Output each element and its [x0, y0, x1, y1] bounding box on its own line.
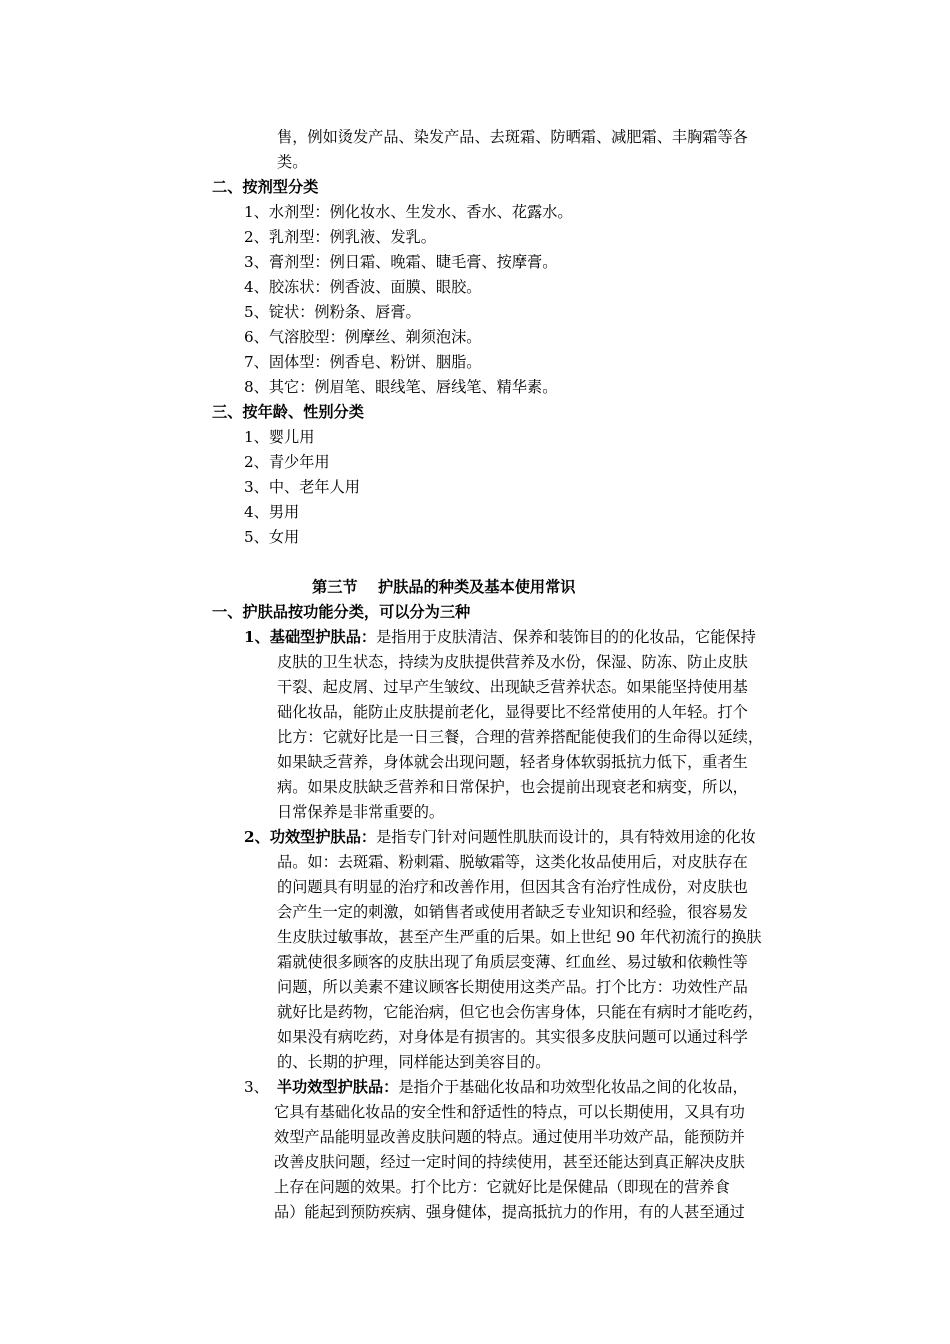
list-item: 5、女用 [244, 528, 300, 546]
paragraph-line: 问题，所以美素不建议顾客长期使用这类产品。打个比方：功效性产品 [277, 978, 748, 996]
paragraph-line: 类。 [277, 153, 308, 171]
list-item: 2、青少年用 [244, 453, 330, 471]
paragraph-line: 的问题具有明显的治疗和改善作用，但因其含有治疗性成份，对皮肤也 [277, 878, 748, 896]
paragraph-line: 础化妆品，能防止皮肤提前老化，显得要比不经常使用的人年轻。打个 [277, 703, 748, 721]
list-item: 8、其它：例眉笔、眼线笔、唇线笔、精华素。 [244, 378, 558, 396]
paragraph-line: 上存在问题的效果。打个比方：它就好比是保健品（即现在的营养食 [274, 1178, 730, 1196]
item-term: 1、基础型护肤品： [244, 628, 377, 646]
list-item: 6、气溶胶型：例摩丝、剃须泡沫。 [244, 328, 482, 346]
paragraph-line: 它具有基础化妆品的安全性和舒适性的特点，可以长期使用，又具有功 [274, 1103, 745, 1121]
list-item: 3、中、老年人用 [244, 478, 360, 496]
paragraph-line: 的、长期的护理，同样能达到美容目的。 [277, 1053, 551, 1071]
paragraph-line: 效型产品能明显改善皮肤问题的特点。通过使用半功效产品，能预防并 [274, 1128, 745, 1146]
item-term: 2、功效型护肤品： [244, 828, 377, 846]
list-item: 1、水剂型：例化妆水、生发水、香水、花露水。 [244, 203, 573, 221]
list-item-first-line [244, 825, 756, 850]
item-number: 3、 [244, 1078, 269, 1096]
paragraph-line: 会产生一定的刺激，如销售者或使用者缺乏专业知识和经验，很容易发 [277, 903, 748, 921]
age-heading: 三、按年龄、性别分类 [212, 403, 364, 421]
list-item: 1、婴儿用 [244, 428, 315, 446]
paragraph-line: 改善皮肤问题，经过一定时间的持续使用，甚至还能达到真正解决皮肤 [274, 1153, 745, 1171]
paragraph-line: 生皮肤过敏事故，甚至产生严重的后果。如上世纪 90 年代初流行的换肤 [277, 928, 762, 946]
list-item: 4、男用 [244, 503, 300, 521]
section-title: 护肤品的种类及基本使用常识 [378, 578, 576, 596]
paragraph-line: 售，例如烫发产品、染发产品、去斑霜、防晒霜、减肥霜、丰胸霜等各 [277, 128, 748, 146]
list-item: 7、固体型：例香皂、粉饼、胭脂。 [244, 353, 482, 371]
paragraph-line: 皮肤的卫生状态，持续为皮肤提供营养及水份，保湿、防冻、防止皮肤 [277, 653, 748, 671]
function-heading: 一、护肤品按功能分类，可以分为三种 [212, 603, 471, 621]
list-item-first-line [244, 1075, 748, 1100]
paragraph-line: 干裂、起皮屑、过早产生皱纹、出现缺乏营养状态。如果能坚持使用基 [277, 678, 748, 696]
list-item-first-line [244, 625, 756, 650]
paragraph-line: 品。如：去斑霜、粉刺霜、脱敏霜等，这类化妆品使用后，对皮肤存在 [277, 853, 748, 871]
paragraph-line: 病。如果皮肤缺乏营养和日常保护，也会提前出现衰老和病变，所以， [277, 778, 748, 796]
list-item: 5、锭状：例粉条、唇膏。 [244, 303, 421, 321]
list-item: 2、乳剂型：例乳液、发乳。 [244, 228, 436, 246]
dosage-heading: 二、按剂型分类 [212, 178, 319, 196]
item-term: 半功效型护肤品： [276, 1078, 399, 1096]
item-text: 是指用于皮肤清洁、保养和装饰目的的化妆品，它能保持 [376, 628, 756, 646]
paragraph-line: 就好比是药物，它能治病，但它也会伤害身体，只能在有病时才能吃药， [277, 1003, 763, 1021]
section-number: 第三节 [312, 578, 358, 596]
paragraph-line: 如果没有病吃药，对身体是有损害的。其实很多皮肤问题可以通过科学 [277, 1028, 748, 1046]
paragraph-line: 霜就使很多顾客的皮肤出现了角质层变薄、红血丝、易过敏和依赖性等 [277, 953, 748, 971]
item-text: 是指专门针对问题性肌肤而设计的，具有特效用途的化妆 [376, 828, 756, 846]
item-text: 是指介于基础化妆品和功效型化妆品之间的化妆品， [398, 1078, 748, 1096]
list-item: 3、膏剂型：例日霜、晚霜、睫毛膏、按摩膏。 [244, 253, 558, 271]
paragraph-line: 如果缺乏营养，身体就会出现问题，轻者身体软弱抵抗力低下，重者生 [277, 753, 748, 771]
paragraph-line: 日常保养是非常重要的。 [277, 803, 445, 821]
list-item: 4、胶冻状：例香波、面膜、眼胶。 [244, 278, 482, 296]
paragraph-line: 比方：它就好比是一日三餐，合理的营养搭配能使我们的生命得以延续， [277, 728, 763, 746]
paragraph-line: 品）能起到预防疾病、强身健体，提高抵抗力的作用，有的人甚至通过 [274, 1203, 745, 1221]
